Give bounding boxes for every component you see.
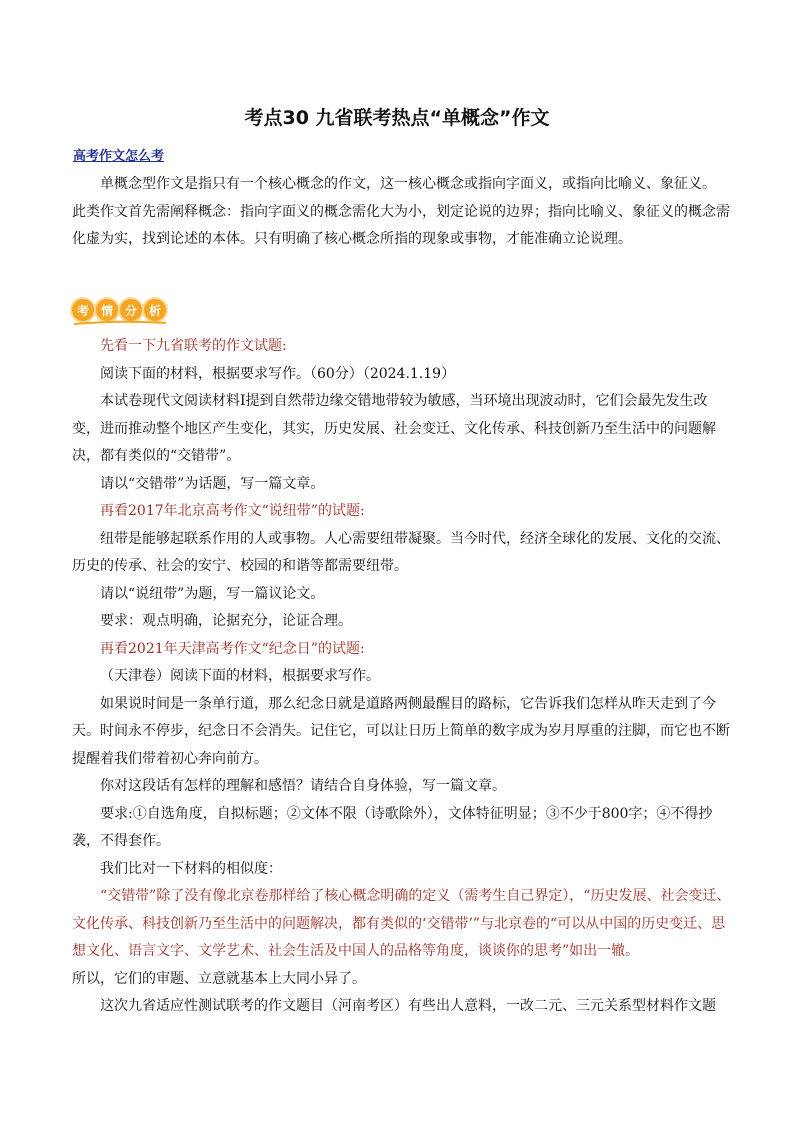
body-paragraph: 这次九省适应性测试联考的作文题目（河南考区）有些出人意料，一改二元、三元关系型材料作文题 [100,998,716,1014]
banner-swoosh-decoration [72,320,168,326]
body-paragraph: 请以“说纽带”为题，写一篇议论文。 [100,585,325,602]
body-paragraph: “交错带”除了没有像北京卷那样给了核心概念明确的定义（需考生自己界定），“历史发展、社会变迁、文化传承、科技创新乃至生活中的问题解决，都有类似的‘交错带’”与北京卷的“可以从中国的历史变迁、思想文化、语言文字、文学艺术、社会生活及中国人的品格等角度，谈谈你的思考”如出一辙。 [72,888,731,959]
analysis-banner [72,296,168,324]
page-title: 考点30 九省联考热点“单概念”作文 [244,107,550,129]
intro-block [72,171,732,254]
intro-paragraph-2: 此类作文首先需阐释概念：指向字面义的概念需化大为小，划定论说的边界；指向比喻义、象征义的概念需化虚为实，找到论述的本体。只有明确了核心概念所指的现象或事物，才能准确立论说理。 [72,203,730,247]
intro-paragraph-1: 单概念型作文是指只有一个核心概念的作文，这一核心概念或指向字面义，或指向比喻义、象征义。 [100,176,716,192]
body-paragraph: 本试卷现代文阅读材料Ⅰ提到自然带边缘交错地带较为敏感，当环境出现波动时，它们会最先发生改变，进而推动整个地区产生变化，其实，历史发展、社会变迁、文化传承、科技创新乃至生活中的问题解决，都有类似的“交错带”。 [72,393,716,464]
banner-char-kao: 考 [72,299,94,321]
body-paragraph: 再看2017年北京高考作文“说纽带”的试题: [100,503,365,519]
analysis-body [72,333,732,1021]
banner-char-qing: 情 [96,299,118,321]
body-paragraph: 所以，它们的审题、立意就基本上大同小异了。 [72,970,366,987]
banner-char-xi: 析 [144,299,166,321]
body-paragraph: 你对这段话有怎样的理解和感悟？请结合自身体验，写一篇文章。 [100,778,506,794]
body-paragraph: 要求：观点明确，论据充分，论证合理。 [100,613,352,629]
body-paragraph: 我们比对一下材料的相似度： [100,860,282,877]
banner-char-fen: 分 [120,299,142,321]
body-paragraph: 阅读下面的材料，根据要求写作。（60分）（2024.1.19） [100,365,456,382]
body-paragraph: 要求:①自选角度，自拟标题；②文体不限（诗歌除外），文体特征明显；③不少于800字；④不得抄袭，不得套作。 [72,805,713,849]
body-paragraph: 再看2021年天津高考作文“纪念日”的试题: [100,640,365,657]
body-paragraph: 请以“交错带”为话题，写一篇文章。 [100,475,325,492]
section-heading-link[interactable]: 高考作文怎么考 [73,149,165,164]
body-paragraph: 先看一下九省联考的作文试题: [100,338,287,354]
body-paragraph: 如果说时间是一条单行道，那么纪念日就是道路两侧最醒目的路标，它告诉我们怎样从昨天走到了今天。时间永不停步，纪念日不会消失。记住它，可以让日历上简单的数字成为岁月厚重的注脚，而它也不断提醒着我们带着初心奔向前方。 [72,695,730,767]
body-paragraph: （天津卷）阅读下面的材料，根据要求写作。 [100,668,380,684]
body-paragraph: 纽带是能够起联系作用的人或事物。人心需要纽带凝聚。当今时代，经济全球化的发展、文化的交流、历史的传承、社会的安宁、校园的和谐等都需要纽带。 [72,530,730,574]
